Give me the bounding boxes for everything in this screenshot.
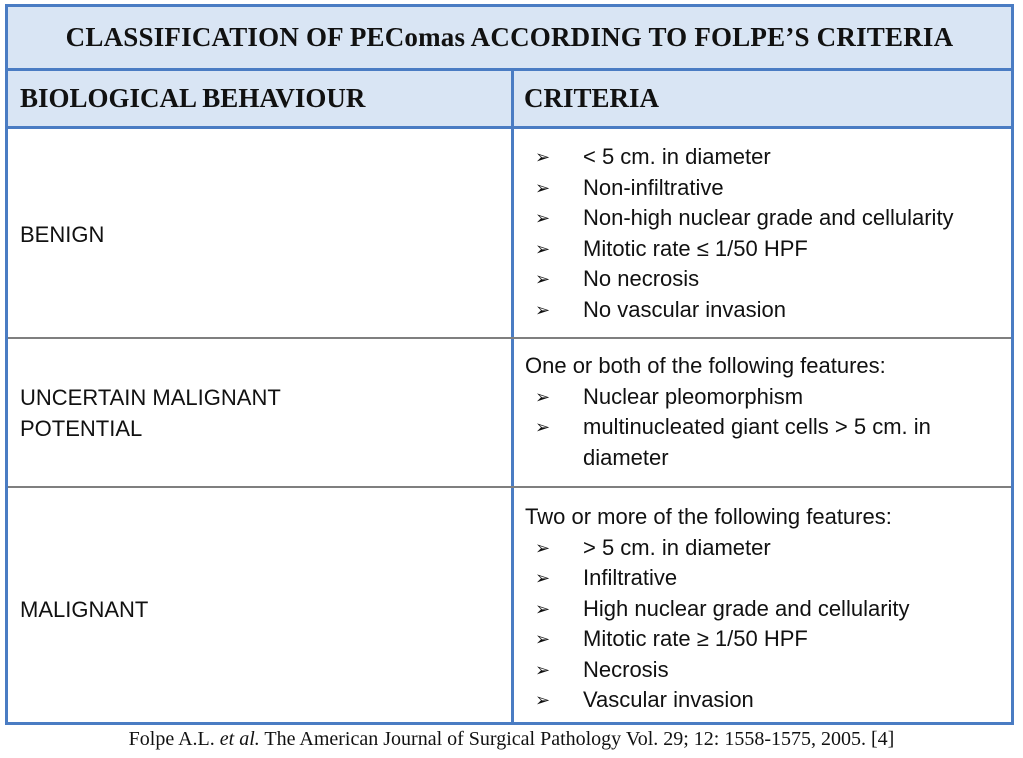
list-item: ➢ Mitotic rate ≥ 1/50 HPF — [525, 624, 1005, 655]
row-divider — [8, 337, 1011, 339]
arrow-bullet-icon: ➢ — [535, 568, 551, 588]
arrow-bullet-icon: ➢ — [535, 537, 551, 558]
list-item: ➢ Non-infiltrative — [525, 173, 1005, 204]
list-item: ➢ Infiltrative — [525, 563, 1005, 594]
list-item: ➢ < 5 cm. in diameter — [525, 142, 1005, 173]
citation-authors: Folpe A.L. — [128, 728, 215, 750]
row-label-benign: BENIGN — [20, 222, 105, 247]
criteria-list-benign — [525, 142, 1005, 325]
citation — [0, 728, 1023, 751]
arrow-bullet-icon: ➢ — [535, 417, 551, 437]
list-item: ➢ High nuclear grade and cellularity — [525, 594, 1005, 625]
criteria-list-uncertain — [525, 351, 1005, 473]
criteria-intro: Two or more of the following features: — [525, 504, 892, 529]
header-criteria: CRITERIA — [524, 83, 660, 113]
arrow-bullet-icon: ➢ — [535, 269, 551, 289]
row-label-uncertain-line1: UNCERTAIN MALIGNANT — [20, 385, 281, 410]
row-divider — [8, 486, 1011, 488]
arrow-bullet-icon: ➢ — [535, 299, 551, 320]
arrow-bullet-icon: ➢ — [535, 690, 551, 710]
row-label-uncertain — [20, 382, 281, 444]
row-label-uncertain-line2: POTENTIAL — [20, 416, 143, 441]
list-item: ➢ No necrosis — [525, 264, 1005, 295]
arrow-bullet-icon: ➢ — [535, 598, 551, 619]
header-row — [8, 71, 1011, 129]
list-item: ➢ multinucleated giant cells > 5 cm. in diameter — [535, 414, 931, 470]
criteria-intro: One or both of the following features: — [525, 353, 886, 378]
list-item: ➢ Vascular invasion — [525, 685, 1005, 716]
column-divider — [511, 71, 514, 725]
arrow-bullet-icon: ➢ — [535, 177, 551, 198]
arrow-bullet-icon: ➢ — [535, 386, 551, 407]
citation-rest: The American Journal of Surgical Pathology Vol. 29; 12: 1558-1575, 2005. [4] — [264, 728, 895, 750]
list-item: ➢ Mitotic rate ≤ 1/50 HPF — [525, 234, 1005, 265]
criteria-list-malignant — [525, 502, 1005, 716]
header-biological-behaviour: BIOLOGICAL BEHAVIOUR — [20, 83, 366, 113]
classification-table — [5, 4, 1014, 725]
arrow-bullet-icon: ➢ — [535, 208, 551, 228]
list-item: ➢ No vascular invasion — [525, 295, 1005, 326]
list-item: ➢ Necrosis — [525, 655, 1005, 686]
arrow-bullet-icon: ➢ — [535, 147, 551, 167]
list-item: ➢ Non-high nuclear grade and cellularity — [525, 203, 1005, 234]
arrow-bullet-icon: ➢ — [535, 659, 551, 680]
arrow-bullet-icon: ➢ — [535, 238, 551, 259]
table-title: CLASSIFICATION OF PEComas ACCORDING TO FOLPE’S CRITERIA — [8, 7, 1011, 71]
row-label-malignant: MALIGNANT — [20, 597, 149, 622]
list-item: ➢ Nuclear pleomorphism — [525, 382, 1005, 413]
list-item: ➢ > 5 cm. in diameter — [525, 533, 1005, 564]
citation-etal: et al. — [219, 728, 260, 750]
arrow-bullet-icon: ➢ — [535, 629, 551, 649]
